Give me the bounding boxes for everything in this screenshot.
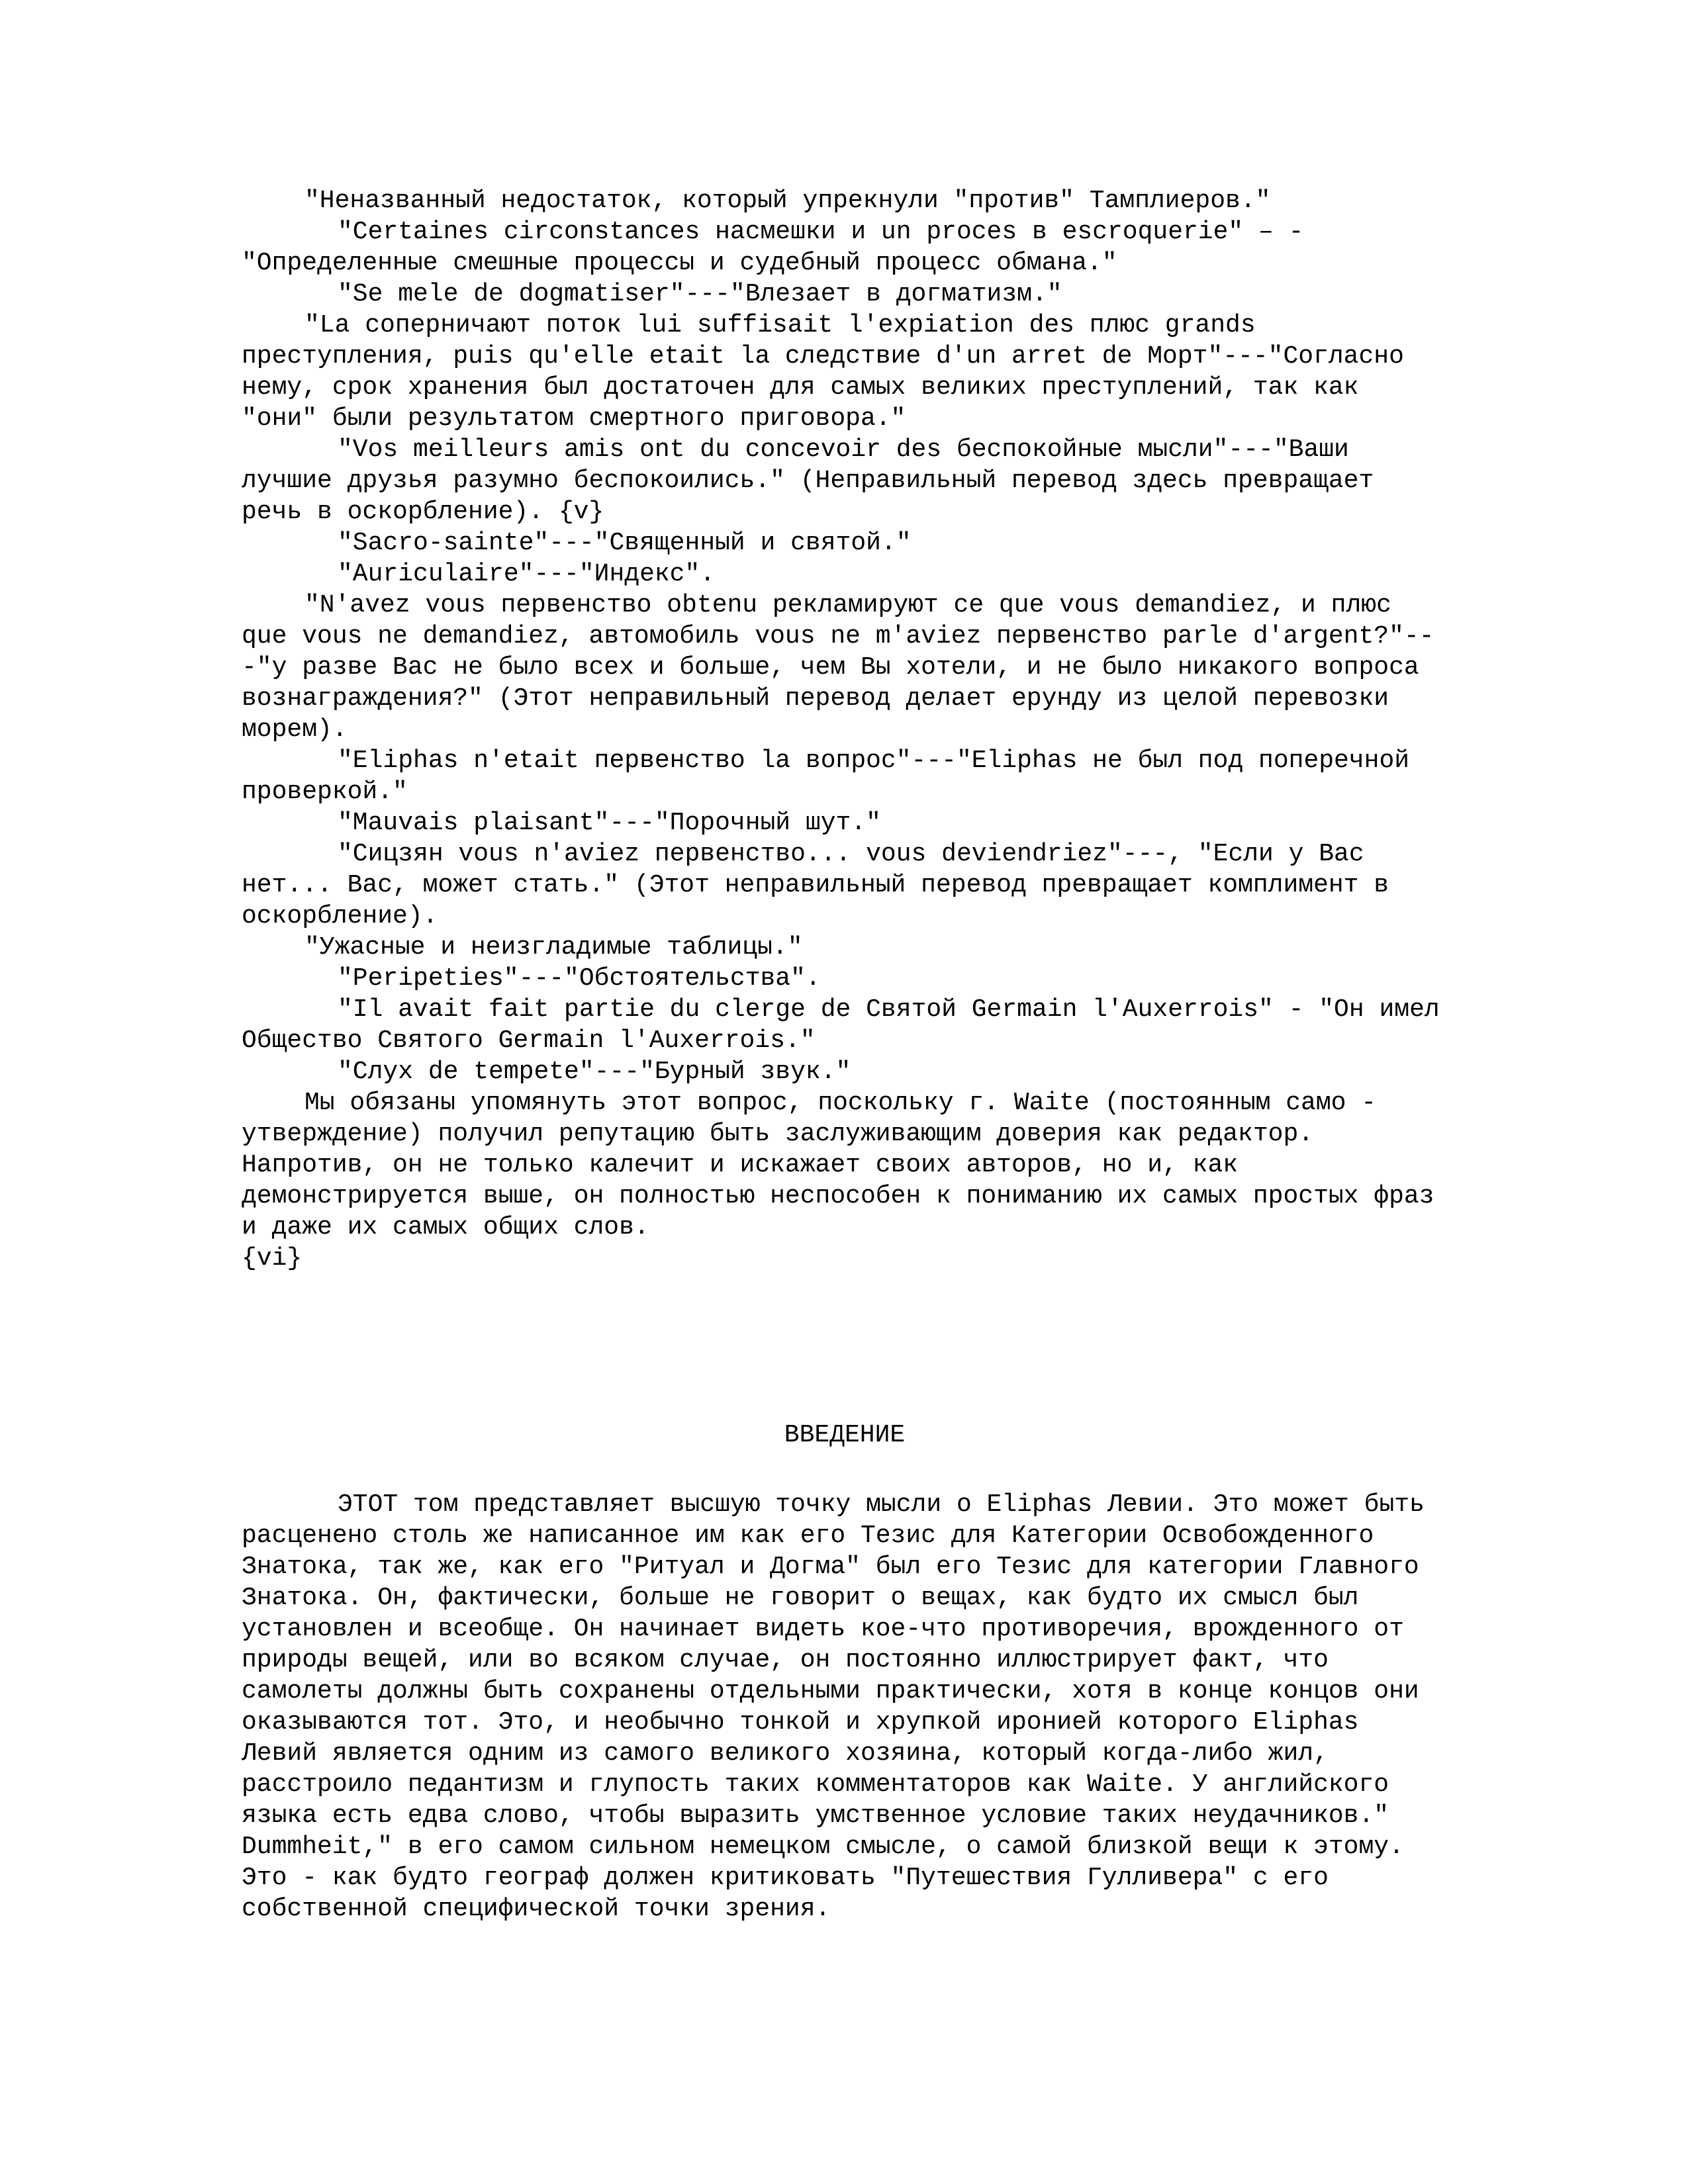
paragraph-certaines-circonstances: "Certaines circonstances насмешки и un proces в escroquerie" – -"Определенные смешные процессы и судебный процесс обмана." (242, 218, 1304, 277)
paragraph-eliphas-netait: "Eliphas n'etait первенство la вопрос"---"Eliphas не был под поперечной проверкой." (242, 747, 1410, 806)
paragraph-sitszyan: "Сицзян vous n'aviez первенство... vous deviendriez"---, "Если у Вас нет... Вас, может стать." (Этот неправильный перевод превращает комплимент в оскорбление). (242, 840, 1389, 931)
page-marker: {vi} (242, 1244, 303, 1273)
paragraph-la-sopernichayut: "La соперничают поток lui suffisait l'expiation des плюс grands преступления, puis qu'elle etait la следствие d'un arret de Морт"---"Согласно нему, срок хранения был достаточен для самых великих преступлений, так как "они" были результатом смертного приговора." (242, 311, 1404, 433)
paragraph-auriculaire: "Auriculaire"---"Индекс". (338, 560, 716, 588)
paragraph-navez-vous: "N'avez vous первенство obtenu рекламируют ce que vous demandiez, и плюс que vous ne demandiez, автомобиль vous ne m'aviez первенство parle d'argent?"---"у разве Вас не было всех и больше, чем Вы хотели, и не было никакого вопроса вознаграждения?" (Этот неправильный перевод делает ерунду из целой перевозки морем). (242, 591, 1434, 744)
paragraph-waite-remark: Мы обязаны упомянуть этот вопрос, поскольку г. Waite (постоянным само - утверждение) получил репутацию быть заслуживающим доверия как редактор. Напротив, он не только калечит и искажает своих авторов, но и, как демонстрируется выше, он полностью неспособен к пониманию их самых простых фраз и даже их самых общих слов. (242, 1089, 1434, 1242)
preface-section (242, 185, 1448, 1274)
paragraph-se-mele: "Se mele de dogmatiser"---"Влезает в догматизм." (338, 280, 1062, 308)
paragraph-mauvais-plaisant: "Mauvais plaisant"---"Порочный шут." (338, 809, 881, 837)
paragraph-unnamed-flaw: "Неназванный недостаток, который упрекнули "против" Тамплиеров." (305, 187, 1271, 215)
paragraph-il-avait: "Il avait fait partie du clerge de Святой Germain l'Auxerrois" - "Он имел Общество Святого Germain l'Auxerrois." (242, 995, 1440, 1055)
introduction-paragraph: ЭТОТ том представляет высшую точку мысли о Eliphas Левии. Это может быть расценено столь же написанное им как его Тезис для Категории Освобожденного Знатока, так же, как его "Ритуал и Догма" был его Тезис для категории Главного Знатока. Он, фактически, больше не говорит о вещах, как будто их смысл был установлен и всеобще. Он начинает видеть кое-что противоречия, врожденного от природы вещей, или во всяком случае, он постоянно иллюстрирует факт, что самолеты должны быть сохранены отдельными практически, хотя в конце концов они оказываются тот. Это, и необычно тонкой и хрупкой иронией которого Eliphas Левий является одним из самого великого хозяина, который когда-либо жил, расстроило педантизм и глупость таких комментаторов как Waite. У английского языка есть едва слово, чтобы выразить умственное условие таких неудачников." Dummheit," в его самом сильном немецком смысле, о самой близкой вещи к этому. Это - как будто географ должен критиковать "Путешествия Гулливера" с его собственной специфической точки зрения. (242, 1490, 1425, 1923)
paragraph-uzhasnye: "Ужасные и неизгладимые таблицы." (305, 933, 803, 962)
paragraph-slukh-de-tempete: "Слух de tempete"---"Бурный звук." (338, 1058, 851, 1086)
paragraph-vos-meilleurs: "Vos meilleurs amis ont du concevoir des беспокойные мысли"---"Ваши лучшие друзья разумно беспокоились." (Неправильный перевод здесь превращает речь в оскорбление). {v} (242, 435, 1374, 526)
introduction-section (242, 1420, 1448, 1925)
introduction-heading: ВВЕДЕНИЕ (784, 1421, 906, 1449)
paragraph-sacro-sainte: "Sacro-sainte"---"Священный и святой." (338, 529, 912, 557)
paragraph-peripeties: "Peripeties"---"Обстоятельства". (338, 964, 821, 993)
